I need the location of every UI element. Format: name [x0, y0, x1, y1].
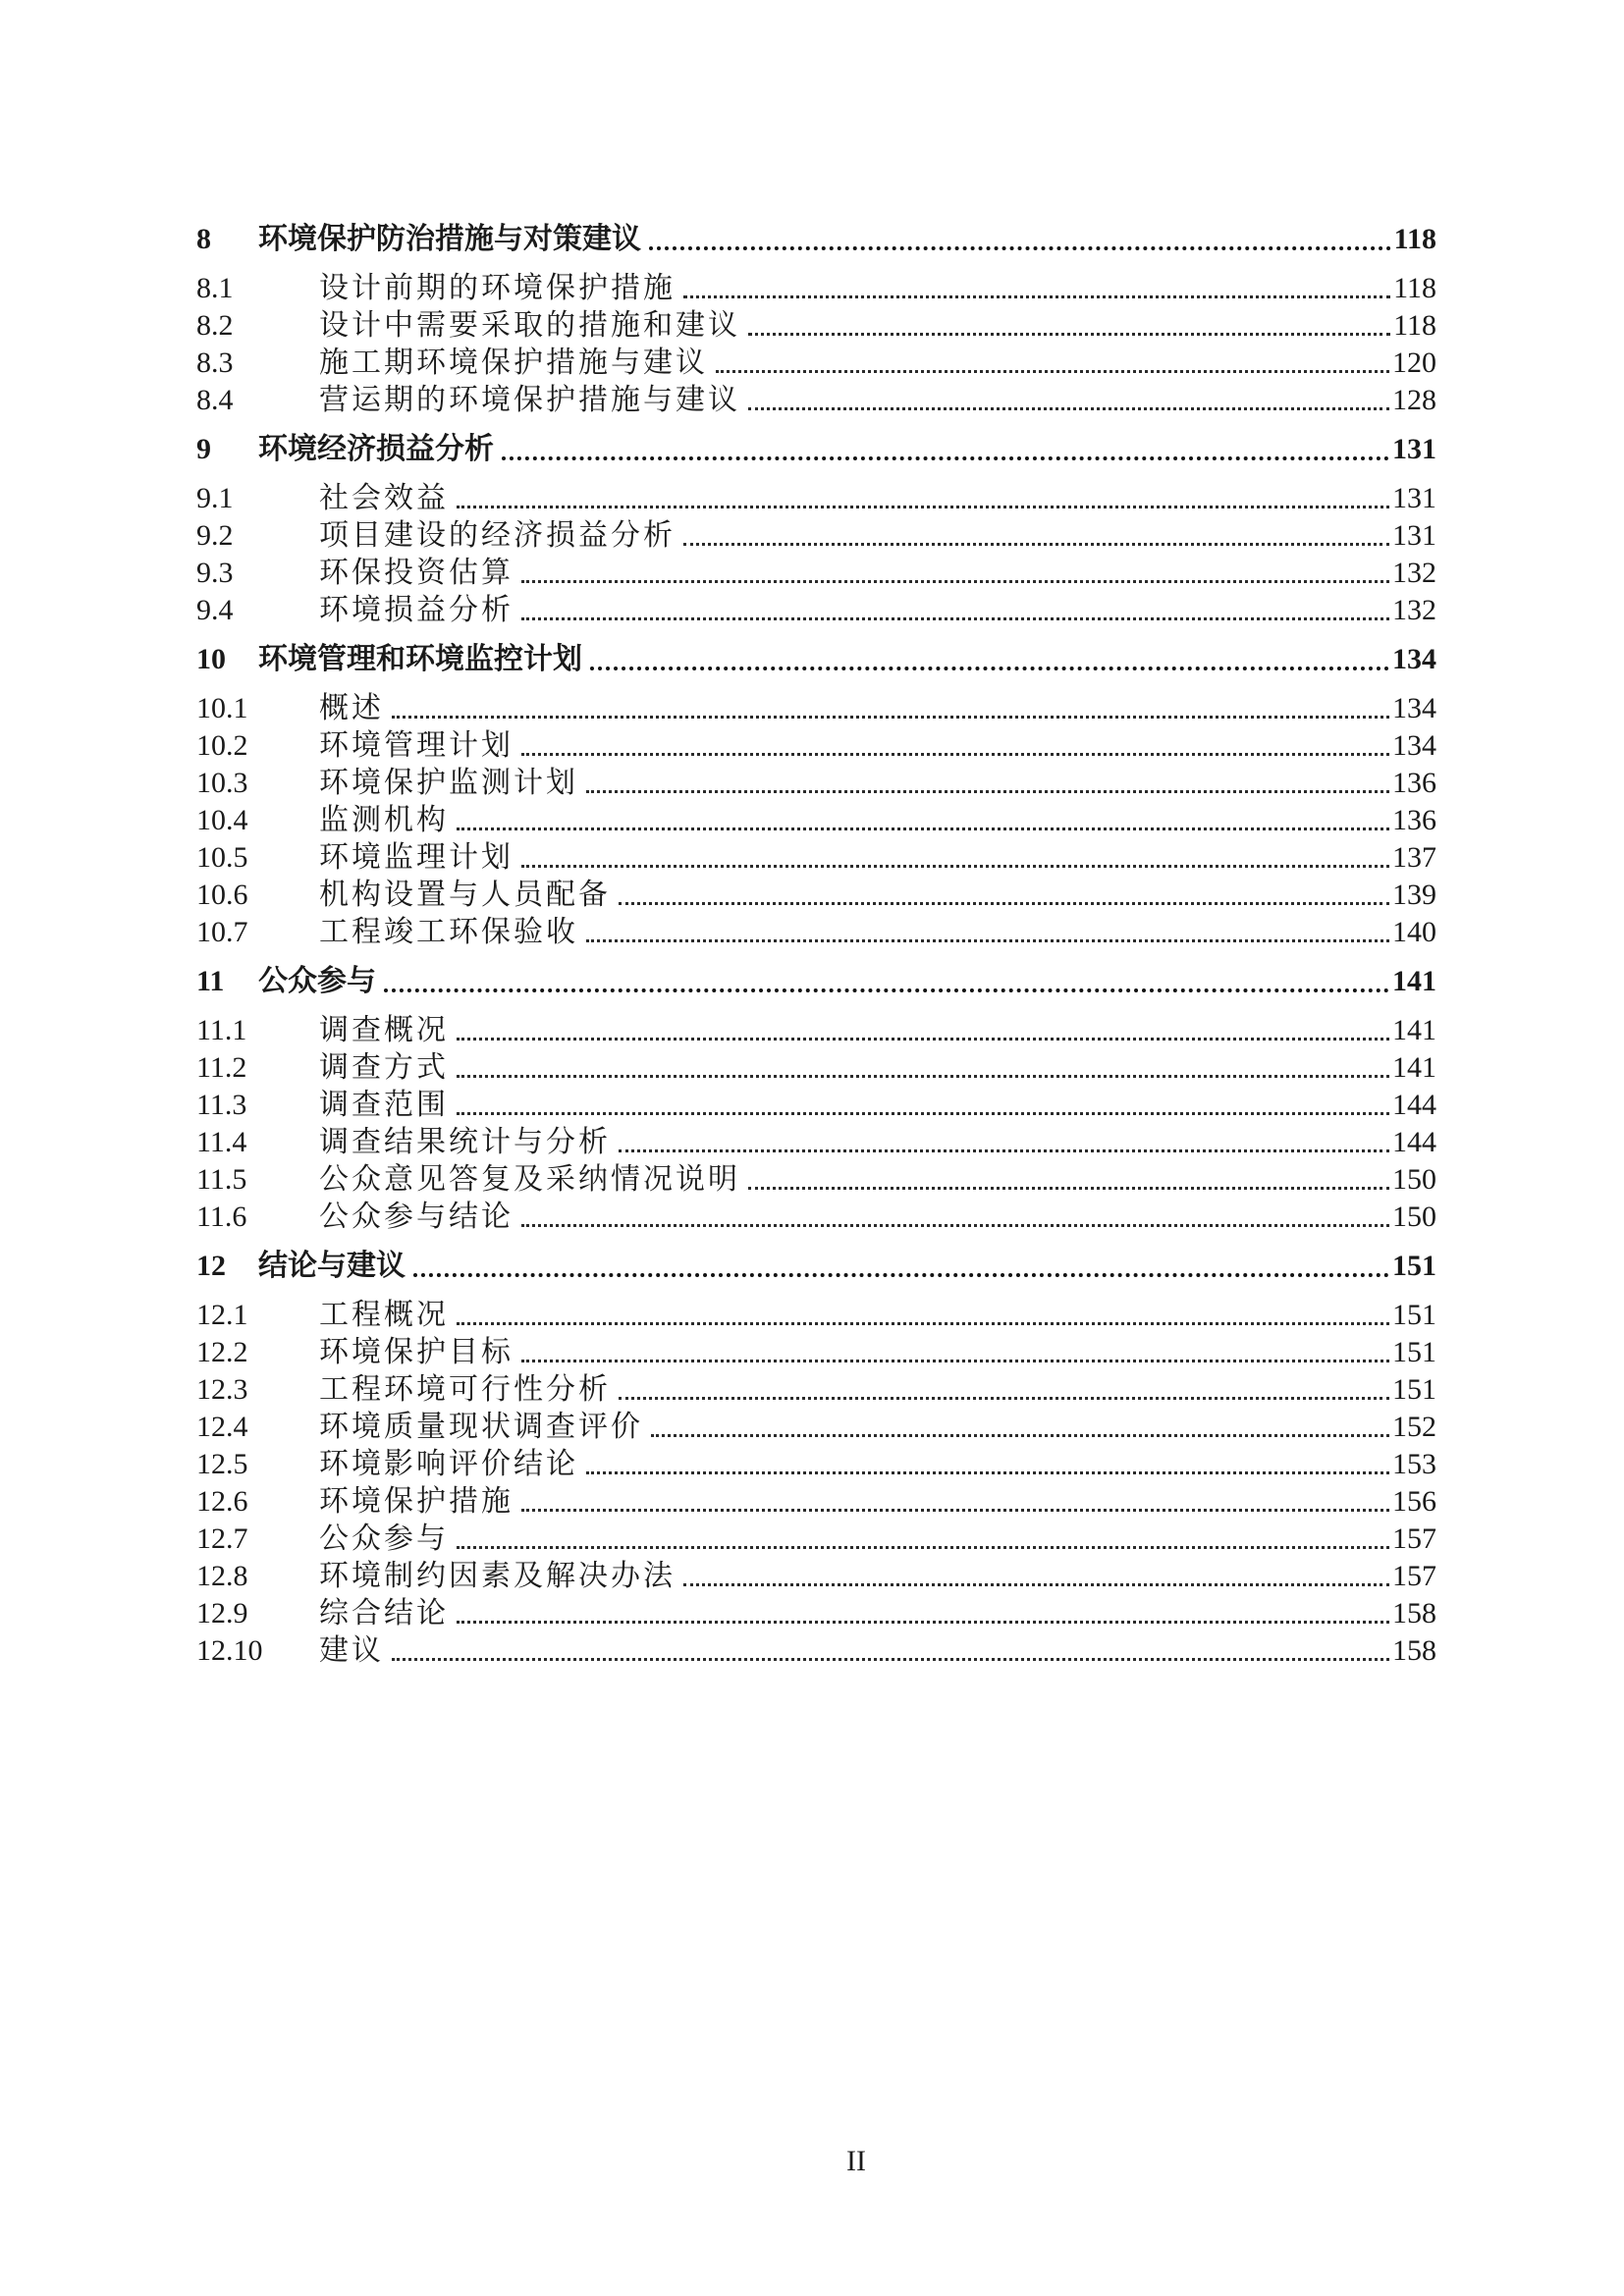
toc-chapter-number: 10 — [196, 643, 226, 675]
toc-chapter-entry[interactable] — [196, 1246, 1436, 1287]
toc-entry-page: 132 — [1392, 557, 1436, 589]
toc-entry-number: 12.10 — [196, 1634, 263, 1667]
toc-entry[interactable] — [196, 1558, 1436, 1595]
toc-entry[interactable] — [196, 345, 1436, 382]
toc-entry-title: 设计中需要采取的措施和建议 — [319, 309, 740, 342]
toc-entry[interactable] — [196, 1199, 1436, 1236]
toc-entry-title: 调查结果统计与分析 — [319, 1126, 611, 1158]
dot-leader — [521, 1224, 1389, 1227]
toc-entry-title: 环境影响评价结论 — [319, 1448, 578, 1480]
dot-leader — [457, 1322, 1389, 1325]
toc-chapter-page: 118 — [1393, 223, 1436, 255]
toc-entry[interactable] — [196, 1371, 1436, 1409]
toc-entry-title: 项目建设的经济损益分析 — [319, 519, 676, 552]
dot-leader — [521, 865, 1389, 868]
toc-chapter-number: 12 — [196, 1250, 226, 1282]
toc-entry-page: 150 — [1392, 1163, 1436, 1196]
toc-entry-page: 157 — [1392, 1522, 1436, 1555]
toc-entry-title: 环境制约因素及解决办法 — [319, 1560, 676, 1592]
dot-leader — [586, 939, 1389, 942]
toc-entry[interactable] — [196, 1521, 1436, 1558]
toc-entry-page: 120 — [1392, 347, 1436, 379]
toc-entry-page: 151 — [1392, 1373, 1436, 1406]
dot-leader — [619, 1149, 1389, 1152]
toc-entry-number: 11.2 — [196, 1051, 247, 1084]
toc-entry-title: 环境管理计划 — [319, 729, 514, 762]
toc-chapter-number: 9 — [196, 433, 211, 465]
toc-entry-page: 131 — [1392, 519, 1436, 552]
toc-entry-page: 118 — [1393, 272, 1436, 304]
toc-entry-number: 12.5 — [196, 1448, 248, 1480]
toc-entry-title: 调查概况 — [319, 1014, 449, 1046]
toc-entry-number: 10.7 — [196, 916, 248, 948]
dot-leader — [457, 1112, 1389, 1115]
toc-section-12 — [196, 1246, 1436, 1670]
toc-entry-page: 151 — [1392, 1336, 1436, 1368]
toc-chapter-title: 环境经济损益分析 — [258, 433, 494, 465]
toc-chapter-page: 131 — [1392, 433, 1436, 465]
toc-entry-page: 136 — [1392, 804, 1436, 836]
dot-leader — [457, 828, 1389, 830]
toc-entry[interactable] — [196, 839, 1436, 877]
toc-entry-number: 10.4 — [196, 804, 248, 836]
toc-entry-number: 12.1 — [196, 1299, 248, 1331]
toc-entry-title: 施工期环境保护措施与建议 — [319, 347, 708, 379]
toc-entry-page: 137 — [1392, 841, 1436, 874]
dot-leader — [586, 1471, 1389, 1474]
toc-entry[interactable] — [196, 1334, 1436, 1371]
toc-chapter-page: 134 — [1392, 643, 1436, 675]
toc-entry-title: 环保投资估算 — [319, 557, 514, 589]
toc-entry-page: 150 — [1392, 1201, 1436, 1233]
table-of-contents — [196, 219, 1436, 1670]
toc-entry-page: 128 — [1392, 384, 1436, 416]
toc-entry-number: 8.3 — [196, 347, 234, 379]
dot-leader — [457, 1621, 1389, 1624]
toc-chapter-entry[interactable] — [196, 639, 1436, 680]
toc-entry-title: 调查范围 — [319, 1089, 449, 1121]
toc-entry-title: 营运期的环境保护措施与建议 — [319, 384, 740, 416]
dot-leader — [392, 716, 1389, 719]
toc-entry[interactable] — [196, 1297, 1436, 1334]
footer-page-number: II — [846, 2145, 866, 2177]
toc-entry[interactable] — [196, 1012, 1436, 1049]
toc-entry[interactable] — [196, 480, 1436, 517]
dot-leader — [413, 1273, 1389, 1277]
toc-entry-page: 152 — [1392, 1411, 1436, 1443]
toc-entry-title: 综合结论 — [319, 1597, 449, 1629]
toc-entry[interactable] — [196, 1049, 1436, 1087]
toc-entry[interactable] — [196, 802, 1436, 839]
dot-leader — [457, 1546, 1389, 1549]
dot-leader — [521, 753, 1389, 756]
toc-entry-page: 132 — [1392, 594, 1436, 626]
toc-entry-title: 环境保护监测计划 — [319, 767, 578, 799]
toc-entry[interactable] — [196, 1409, 1436, 1446]
toc-entry-page: 151 — [1392, 1299, 1436, 1331]
toc-entry-number: 8.4 — [196, 384, 234, 416]
toc-entry-number: 10.2 — [196, 729, 248, 762]
toc-entry-number: 11.6 — [196, 1201, 247, 1233]
toc-chapter-title: 环境保护防治措施与对策建议 — [258, 223, 641, 255]
toc-entry[interactable] — [196, 1124, 1436, 1161]
toc-entry-number: 8.1 — [196, 272, 234, 304]
toc-chapter-title: 结论与建议 — [258, 1250, 406, 1282]
toc-entry-page: 157 — [1392, 1560, 1436, 1592]
toc-entry-title: 工程环境可行性分析 — [319, 1373, 611, 1406]
toc-entry-number: 9.3 — [196, 557, 234, 589]
dot-leader — [457, 1075, 1389, 1078]
toc-entry-page: 134 — [1392, 692, 1436, 724]
toc-entry[interactable] — [196, 1446, 1436, 1483]
dot-leader — [590, 667, 1389, 670]
toc-entry-page: 136 — [1392, 767, 1436, 799]
toc-entry[interactable] — [196, 307, 1436, 345]
toc-entry-number: 11.1 — [196, 1014, 247, 1046]
toc-entry-number: 11.4 — [196, 1126, 247, 1158]
toc-chapter-page: 141 — [1392, 965, 1436, 997]
toc-entry-page: 141 — [1392, 1051, 1436, 1084]
toc-entry[interactable] — [196, 555, 1436, 592]
toc-chapter-title: 公众参与 — [258, 965, 376, 997]
toc-entry-title: 公众意见答复及采纳情况说明 — [319, 1163, 740, 1196]
dot-leader — [457, 1038, 1389, 1041]
toc-entry-page: 158 — [1392, 1634, 1436, 1667]
toc-entry-number: 10.1 — [196, 692, 248, 724]
dot-leader — [619, 902, 1389, 905]
toc-chapter-page: 151 — [1392, 1250, 1436, 1282]
dot-leader — [683, 295, 1390, 298]
toc-entry-title: 社会效益 — [319, 482, 449, 514]
dot-leader — [649, 246, 1391, 250]
dot-leader — [748, 1187, 1389, 1190]
dot-leader — [748, 407, 1389, 410]
toc-entry-number: 12.9 — [196, 1597, 248, 1629]
toc-chapter-entry[interactable] — [196, 429, 1436, 470]
toc-entry-title: 机构设置与人员配备 — [319, 879, 611, 911]
toc-entry-title: 环境损益分析 — [319, 594, 514, 626]
dot-leader — [457, 506, 1389, 508]
toc-entry-number: 9.2 — [196, 519, 234, 552]
dot-leader — [619, 1397, 1389, 1400]
toc-entry-page: 139 — [1392, 879, 1436, 911]
toc-chapter-entry[interactable] — [196, 961, 1436, 1002]
toc-entry-page: 131 — [1392, 482, 1436, 514]
toc-entry[interactable] — [196, 517, 1436, 555]
toc-entry[interactable] — [196, 765, 1436, 802]
dot-leader — [683, 1583, 1389, 1586]
toc-entry-title: 监测机构 — [319, 804, 449, 836]
toc-entry-number: 10.5 — [196, 841, 248, 874]
dot-leader — [521, 580, 1389, 583]
toc-entry[interactable] — [196, 382, 1436, 419]
toc-entry-title: 环境质量现状调查评价 — [319, 1411, 643, 1443]
toc-section-10 — [196, 639, 1436, 951]
dot-leader — [683, 543, 1389, 546]
toc-entry-number: 9.4 — [196, 594, 234, 626]
toc-entry-page: 158 — [1392, 1597, 1436, 1629]
toc-entry[interactable] — [196, 727, 1436, 765]
toc-entry-page: 118 — [1393, 309, 1436, 342]
toc-entry-title: 环境保护措施 — [319, 1485, 514, 1518]
toc-entry-page: 153 — [1392, 1448, 1436, 1480]
toc-chapter-title: 环境管理和环境监控计划 — [258, 643, 582, 675]
dot-leader — [384, 988, 1389, 992]
page-footer — [44, 2145, 1624, 2178]
dot-leader — [521, 617, 1389, 620]
toc-entry-title: 调查方式 — [319, 1051, 449, 1084]
dot-leader — [521, 1509, 1389, 1512]
toc-entry[interactable] — [196, 592, 1436, 629]
toc-chapter-entry[interactable] — [196, 219, 1436, 260]
toc-entry[interactable] — [196, 1087, 1436, 1124]
toc-entry-number: 12.4 — [196, 1411, 248, 1443]
toc-entry-number: 12.8 — [196, 1560, 248, 1592]
toc-entry-page: 156 — [1392, 1485, 1436, 1518]
toc-entry-title: 环境保护目标 — [319, 1336, 514, 1368]
toc-entry-number: 11.5 — [196, 1163, 247, 1196]
dot-leader — [502, 456, 1389, 460]
toc-entry-number: 12.7 — [196, 1522, 248, 1555]
toc-entry-number: 12.2 — [196, 1336, 248, 1368]
toc-entry-page: 134 — [1392, 729, 1436, 762]
toc-entry-page: 144 — [1392, 1126, 1436, 1158]
toc-entry[interactable] — [196, 1595, 1436, 1632]
dot-leader — [748, 333, 1390, 336]
dot-leader — [392, 1658, 1389, 1661]
dot-leader — [651, 1434, 1389, 1437]
toc-entry-number: 10.6 — [196, 879, 248, 911]
toc-entry-page: 141 — [1392, 1014, 1436, 1046]
toc-chapter-number: 11 — [196, 965, 225, 997]
toc-entry[interactable] — [196, 1632, 1436, 1670]
toc-chapter-number: 8 — [196, 223, 211, 255]
toc-entry[interactable] — [196, 914, 1436, 951]
toc-entry-number: 12.3 — [196, 1373, 248, 1406]
toc-entry[interactable] — [196, 1161, 1436, 1199]
toc-entry-title: 建议 — [319, 1634, 384, 1667]
toc-entry-title: 概述 — [319, 692, 384, 724]
toc-section-8 — [196, 219, 1436, 419]
toc-entry-number: 10.3 — [196, 767, 248, 799]
toc-entry-page: 140 — [1392, 916, 1436, 948]
dot-leader — [521, 1360, 1389, 1362]
toc-section-11 — [196, 961, 1436, 1236]
dot-leader — [586, 790, 1389, 793]
toc-entry-title: 设计前期的环境保护措施 — [319, 272, 676, 304]
toc-entry-title: 环境监理计划 — [319, 841, 514, 874]
toc-entry-number: 8.2 — [196, 309, 234, 342]
dot-leader — [716, 370, 1389, 373]
toc-entry-number: 11.3 — [196, 1089, 247, 1121]
toc-entry-page: 144 — [1392, 1089, 1436, 1121]
toc-entry-title: 公众参与结论 — [319, 1201, 514, 1233]
toc-entry[interactable] — [196, 270, 1436, 307]
toc-entry-title: 公众参与 — [319, 1522, 449, 1555]
toc-section-9 — [196, 429, 1436, 629]
toc-entry-number: 9.1 — [196, 482, 234, 514]
toc-entry-number: 12.6 — [196, 1485, 248, 1518]
toc-entry[interactable] — [196, 877, 1436, 914]
toc-entry-title: 工程竣工环保验收 — [319, 916, 578, 948]
toc-entry[interactable] — [196, 1483, 1436, 1521]
toc-entry[interactable] — [196, 690, 1436, 727]
toc-entry-title: 工程概况 — [319, 1299, 449, 1331]
